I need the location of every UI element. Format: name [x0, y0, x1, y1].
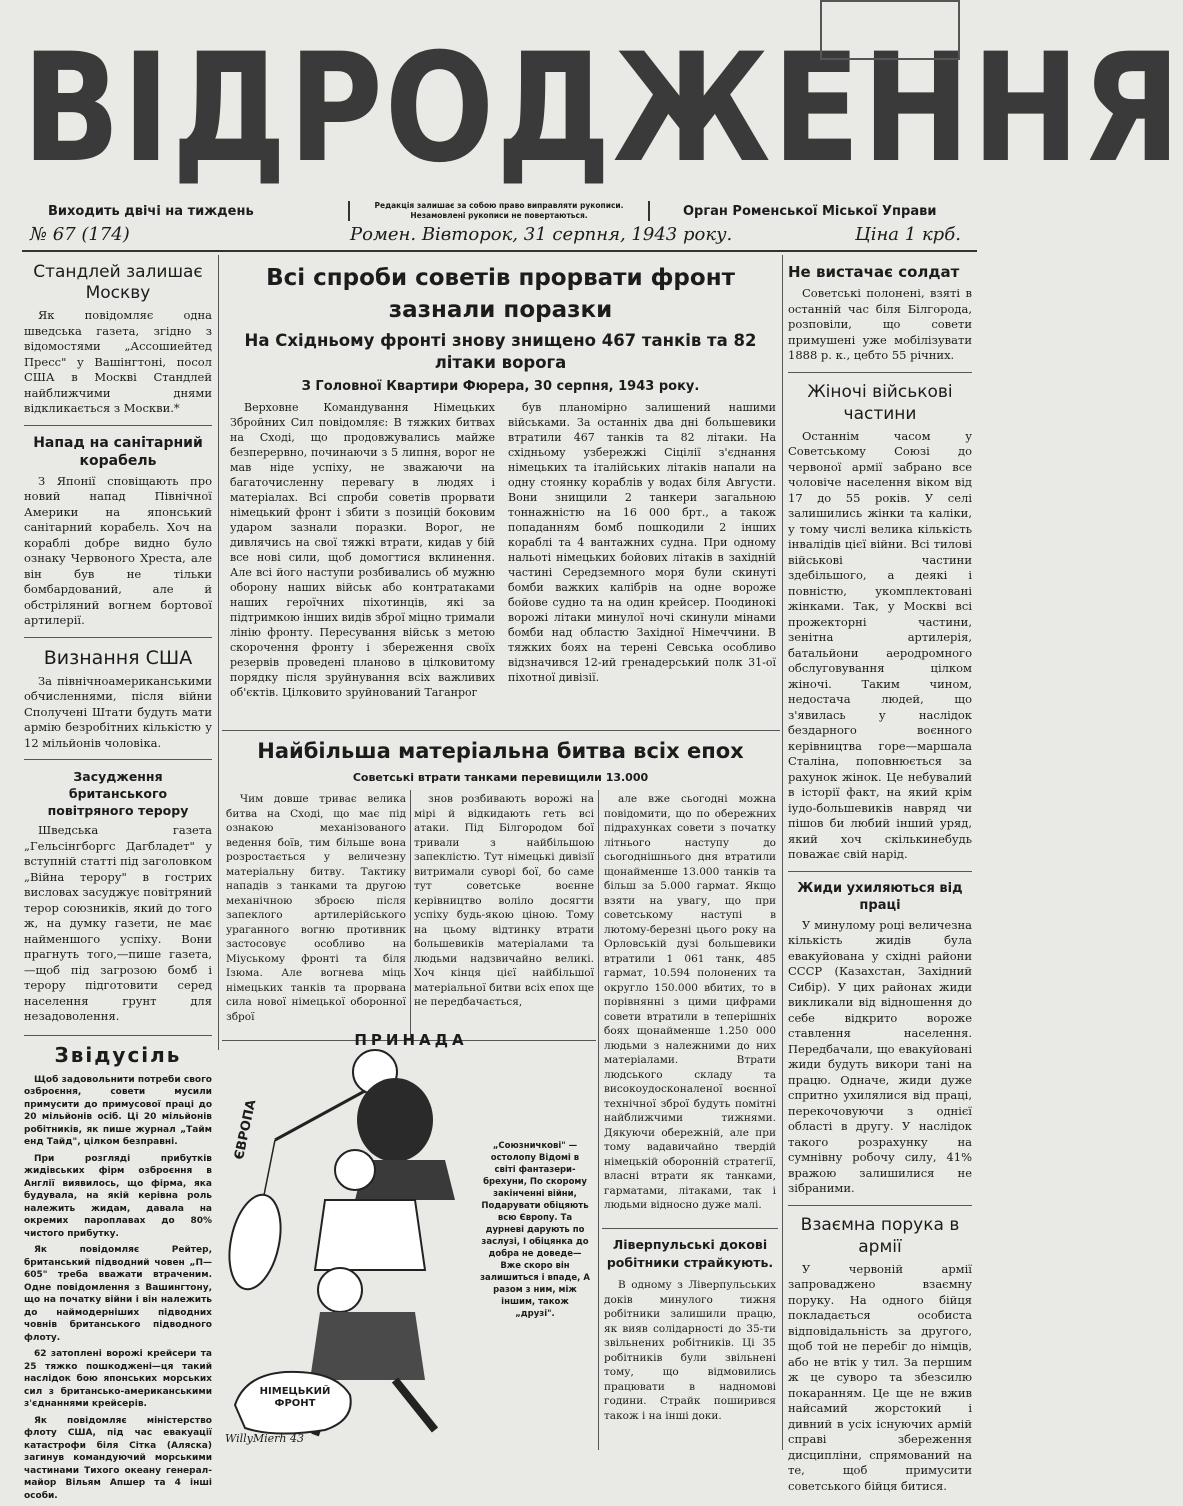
- article-text: У червоній армії запроваджено взаємну поруку. На одного бійця покладається особиста відповідальність за другого, щоб той не перебіг до німців, або не втік у тил. За першим ж це суворо та збезсилю покаранням. Це ще не вжив найсамий жорстокий і дивний в усіх існуючих армій справі збереження дисципліни, спрямований на те, щоб примусити советського бійця битися.: [788, 1261, 972, 1493]
- article-text: Шведська газета „Гельсінгборгс Дагбладет" у вступній статті під заголовком „Війна терору" в гострих висловах засуджує повітряний терор союзників, який до того ж, на думку газети, не має найменшого успіху. Вони прагнуть того,—пише газета,—щоб під загрозою бомб і терору підготовити серед населення грунт для незадоволення.: [24, 823, 213, 1023]
- dateline: Ромен. Вівторок, 31 серпня, 1943 року.: [350, 224, 733, 245]
- column-rule: [782, 255, 783, 1450]
- divider: [24, 425, 212, 426]
- price: Ціна 1 крб.: [855, 224, 961, 245]
- article-title: Жиди ухиляються від праці: [797, 880, 963, 913]
- cartoon-bait-label: ЄВРОПА: [232, 1098, 260, 1162]
- article-column: Верховне Командування Німецьких Збройних Сил повідомляє: В тяжких битвах на Сході, що продовжувались майже безперервно, починаючи з 5 липня, ворог не мав ніде успіху, не зважаючи на багаточисленну перевагу в людях і матеріалах. Всі спроби советів прорвати німецький фронт і збити з позицій боковим ударом зазнали поразки. Ворог, не дивлячись на свої тяжкі втрати, кидав у бій все нові сили, щоб домогтися вклинення. Але всі його наступи розбивались об мужню оборону наших військ або контратаками наших героїчних піхотинців, які за підтримкою інших видів зброї міцно тримали лінію фронту. Пересування військ з метою скорочення фронту і збереження своїх резервів проведені планово в цілковитому порядку після зруйнування всіх важливих об'єктів. Цілковито зруйнований Таганрог: [230, 401, 495, 699]
- article-text: З Японії сповіщають про новий напад Північної Америки на японський санітарний корабель. Хоч на кораблі добре видно було ознаку Червоного Хреста, але він був не тільки бомбардований, але й обстріляний вогнем бортової артилерії.: [24, 473, 212, 627]
- article-title: Жіночі військові частини: [807, 381, 953, 424]
- report-dateline: З Головної Квартири Фюрера, 30 серпня, 1943 року.: [301, 379, 700, 394]
- cartoon-verse: „Союзничкові" — остолопу Відомі в світі фантазери-брехуни, По скорому закінченні війни, Подарувати обіцяють всю Європу. Та дурневі дарують по заслузі, І обіцянка до добра не доведе— Вже скоро він залишиться і впаде, А разом з ним, між іншим, також „друзі".: [480, 1141, 590, 1319]
- divider: [788, 871, 972, 872]
- article-title: Звідусіль: [54, 1042, 182, 1067]
- divider: [24, 759, 212, 760]
- divider: [602, 1228, 778, 1229]
- brief-item: Як повідомляє Рейтер, британський підводний човен „П—605" треба вважати втраченим. Одне повідомлення з Вашингтону, що на початку війни і він належить до наймодерніших підводних човнів британського підводного флоту.: [24, 1245, 212, 1343]
- brief-item: При розгляді прибутків жидівських фірм озброєння в Англії виявилось, що фірма, яка будувала, на якій керівна роль належить жидам, давала на окремих пароплавах до 80% чистого прибутку.: [24, 1153, 212, 1239]
- article-column: але вже сьогодні можна повідомити, що по обережних підрахунках совети з початку літнього наступу до сьогоднішнього дня втратили щонайменше 13.000 танків та більш за 5.000 гармат. Якщо взяти на увагу, що при советському наступі в лютому-березні цього року на Орловській дузі большевики втратили 1 061 танк, 485 гармат, 10.594 полонених та округло 150.000 вбитих, то в порівнянні з цими цифрами совети втратили в теперішніх боях щонайменше 1.250 000 людьми з належними до них матеріалами. Втрати людського складу та високоудосконаленої воєнної технічної зброї будуть помітні найближчими тижнями. Дякуючи обережній, але при тому вадавичайно твердій німецькій оборонній стратегії, власні втрати як танками, гарматами, літаками, так і людьми відносно дуже малі.: [604, 793, 776, 1211]
- article-column: Чим довше триває велика битва на Сході, що має під ознакою механізованого ведення боїв, тим більше вона розростається у величезну матеріальну битву. Тактику нападів з танками та другою механічною зброєю після запеклого артилерійського ураганного вогню противник застосовує особливо на Міуському фронті та біля Ізюма. Але вогнева міць німецьких танків та прорвана сила нової німецької оборонної зброї: [226, 793, 406, 1023]
- article-column: був планомірно залишений нашими військами. За останніх два дні большевики втратили 467 танків та 82 літаки. На східньому узбережжі Сіцілії з'єднання німецьких та італійських літаків напали на одну стоянку кораблів у водах біля Августи. Вони знищили 2 танкери загальною тоннажністю на 16 000 брт., а також попаданням бомб пошкодили 2 інших кораблі та 4 вантажних судна. При одному нальоті німецьких бойових літаків в західній частині Середземного моря були скинуті бомби важких калібрів на одне вороже бойове судно та на один крейсер. Поодинокі ворожі літаки минулої ночі скинули мінами бомби над областю Західної Німеччини. В тяжких боях на терені Севська особливо відзначився 12-ий гренадерський полк 31-ої піхотної дивізії.: [508, 401, 776, 684]
- article-column: знов розбивають ворожі на мірі й відкидають геть всі атаки. Під Білгородом бої тривали з найбільшою запеклістю. Тут німецькі дивізії витримали суворі бої, бо саме тут советське воєнне керівництво воліло досягти успіху будь-якою ціною. Тому на цьому відтинку втрати большевиків матеріалами та людьми надзвичайно великі. Хоч кінця цієї найбільшої матеріальної битви всіх епох ще не передбачається,: [414, 793, 594, 1008]
- article-text: Советські полонені, взяті в останній час біля Білгорода, розповіли, що совети примушені уже мобілізувати 1888 р. к., цебто 55 річних.: [788, 286, 972, 362]
- cartoon-title: ПРИНАДА: [354, 1031, 468, 1049]
- article-text: У минулому році величезна кількість жидів була евакуйована у східні райони СССР (Казахстан, Західний Сибір). У цих районах жиди викликали від відношення до себе відкрито вороже ставлення населення. Передбачали, що евакуйовані жиди будуть викори тані на працю. Одначе, жиди дуже спритно ухилялися від праці, перекочовуючи з однієї області в другу. У наслідок такого розрахунку на сумнівну робочу силу, 41% вражою залишилися не зібраними.: [788, 917, 972, 1195]
- divider: [24, 637, 212, 638]
- brief-item: 62 затоплені ворожі крейсери та 25 тяжко пошкоджені—ця такий наслідок бою японських морських сил з британсько-американськими з'єднаннями крейсерів.: [24, 1349, 212, 1409]
- article-text: Останнім часом у Советському Союзі до червоної армії забрано все чоловіче населення віком від 17 до 55 років. У селі залишились жінки та каліки, у тому числі велика кількість інвалідів цієї війни. Всі тилові військові частини здебільшого, а деякі і повністю, укомплектовані жінками. Так, у Москві всі прожекторні частини, зенітна артилерія, батальйони аеродромного обслуговування цілком жіночі. Таким чином, недостача людей, що з'явилась у наслідок бездарного воєнного керівництва горе—маршала Сталіна, поповнюється за рахунок жінок. Це небувалий в історії факт, на який крім іудо-большевиків навряд чи пішов би любий інший уряд, який хоч скількинебудь поважає свій нарід.: [788, 428, 972, 861]
- divider: [222, 730, 780, 731]
- article-text: За північноамериканськими обчисленнями, після війни Сполучені Штати будуть мати армію безробітних кількістю у 12 мільйонів чоловіка.: [24, 673, 212, 750]
- brief-item: Щоб задовольнити потреби свого озброєння, совети мусили примусити до примусової праці до 20 мільйонів осіб. Ці 20 мільйонів робітників, як пише журнал „Тайм енд Тайд", цілком безправні.: [24, 1074, 212, 1147]
- divider: [788, 1205, 972, 1206]
- sub-headline: На Східньому фронті знову знищено 467 танків та 82 літаки ворога: [244, 331, 757, 372]
- newspaper-masthead: ВІДРОДЖЕННЯ: [22, 22, 1183, 196]
- frequency-note: Виходить двічі на тиждень: [48, 204, 254, 219]
- left-column: [24, 262, 212, 1506]
- brief-item: Як повідомляє міністерство флоту США, під час евакуації катастрофи біля Сітка (Аляска) загинув командуючий морськими частинами Тихого океану генерал-майор Вільям Апшер та 4 інші особи.: [24, 1415, 212, 1501]
- right-column: [788, 262, 972, 1494]
- article-text: Як повідомляє одна шведська газета, згідно з відомостями „Ассошиейтед Пресс" у Вашінгтоні, посол США в Москві Стандлей найближчими днями відкликається з Москви.*: [24, 308, 212, 415]
- article-subtitle: Советські втрати танками перевищили 13.000: [352, 771, 649, 784]
- article-title: Засудження британського повітряного терору: [47, 769, 189, 818]
- cartoon-rock-label: НІМЕЦЬКИЙ ФРОНТ: [259, 1386, 331, 1409]
- column-rule: [598, 790, 599, 1450]
- organ-note: Орган Роменської Міської Управи: [683, 204, 937, 219]
- article-title: Найбільша матеріальна битва всіх епох: [257, 739, 744, 763]
- news-briefs: [24, 1074, 212, 1503]
- divider: [24, 1035, 212, 1036]
- article-title: Стандлей залишає Москву: [33, 262, 203, 303]
- issue-number: № 67 (174): [30, 224, 130, 245]
- column-rule: [410, 790, 411, 1038]
- cartoon-signature: WillyMierh 43: [225, 1432, 305, 1445]
- divider: [788, 372, 972, 373]
- article-title: Не вистачає солдат: [788, 263, 960, 281]
- article-title: Визнання США: [43, 646, 193, 669]
- article-title: Взаємна порука в армії: [800, 1214, 960, 1257]
- main-headline: Всі спроби советів прорвати фронт зазнали поразки: [266, 265, 735, 323]
- header-rule: [22, 250, 977, 252]
- article-text: В одному з Ліверпульських доків минулого тижня робітники залишили працю, як вияв солідарності до 35-ти звільнених робітників. Ці 35 робітників були звільнені тому, що відмовились працювати в надномові години. Страйк поширився також і на інші доки.: [604, 1279, 776, 1422]
- article-title: Напад на санітарний корабель: [33, 434, 203, 469]
- archive-stamp: [820, 0, 960, 60]
- article-title: Ліверпульські докові робітники страйкують.: [606, 1237, 774, 1270]
- editorial-notice: Редакція залишає за собою право виправляти рукописи. Незамовлені рукописи не повертаються.: [348, 201, 650, 221]
